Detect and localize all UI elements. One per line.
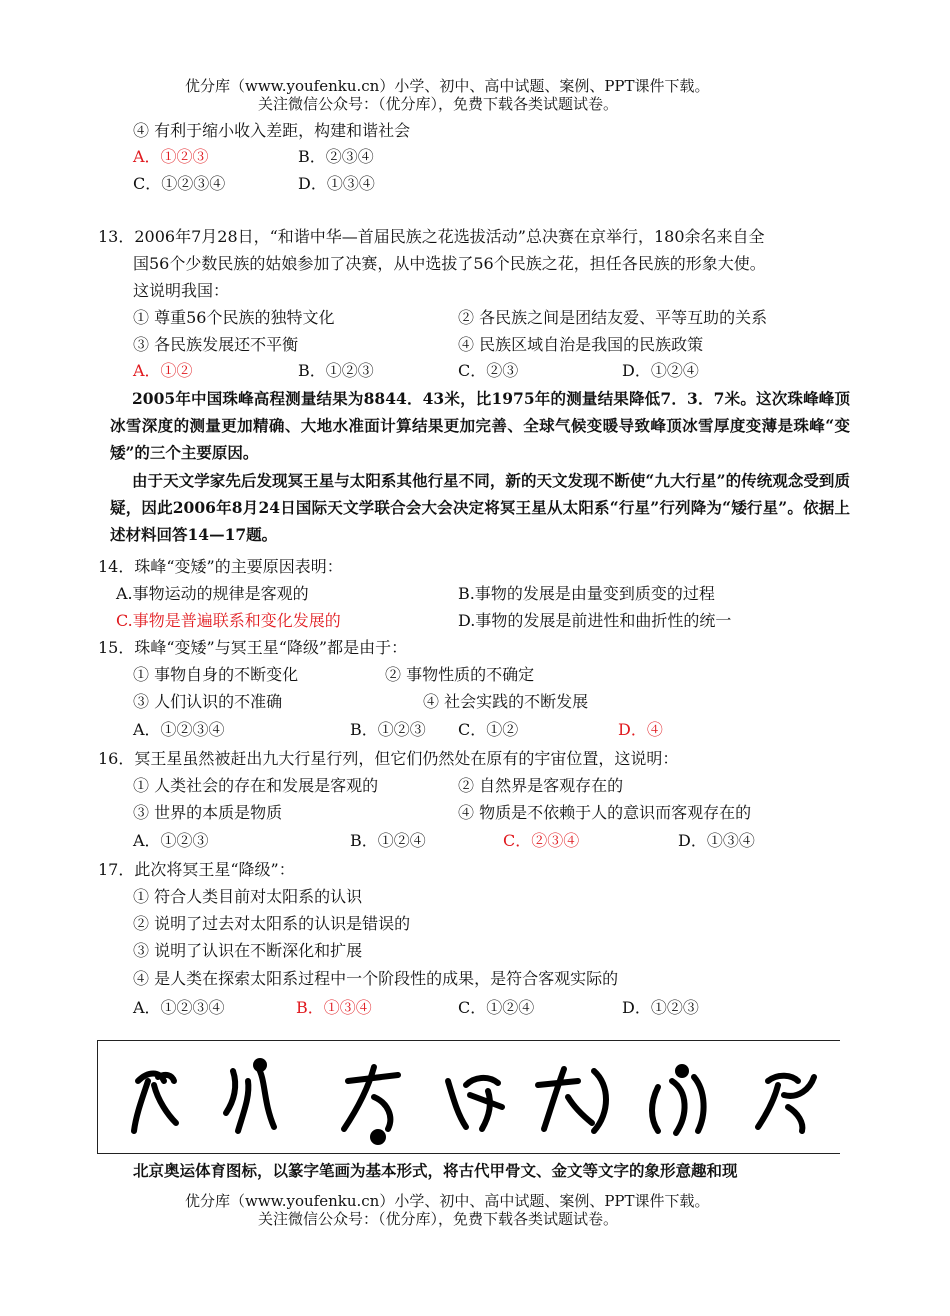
q12-option-b: B．②③④ <box>298 147 374 166</box>
pictogram-2-icon <box>226 1061 274 1131</box>
q13-item1: ① 尊重56个民族的独特文化 <box>133 308 335 327</box>
q14-option-a: A.事物运动的规律是客观的 <box>116 584 309 603</box>
q17-item2: ② 说明了过去对太阳系的认识是错误的 <box>133 914 411 933</box>
q12-item4: ④ 有利于缩小收入差距，构建和谐社会 <box>133 121 411 140</box>
q13-stem-line1: 13．2006年7月28日，“和谐中华—首届民族之花选拔活动”总决赛在京举行，180余名来自全 <box>98 227 765 246</box>
q15-option-d: D．④ <box>618 720 663 739</box>
q16-option-d: D．①③④ <box>678 831 755 850</box>
q17-item1: ① 符合人类目前对太阳系的认识 <box>133 887 363 906</box>
q12-option-a: A．①②③ <box>133 147 209 166</box>
q14-option-b: B.事物的发展是由量变到质变的过程 <box>458 584 715 603</box>
q16-item1: ① 人类社会的存在和发展是客观的 <box>133 776 379 795</box>
q14-option-d: D.事物的发展是前进性和曲折性的统一 <box>458 611 732 630</box>
pictogram-4-icon <box>448 1078 502 1129</box>
q15-option-b: B．①②③ <box>350 720 426 739</box>
q17-item4: ④ 是人类在探索太阳系过程中一个阶段性的成果，是符合客观实际的 <box>133 969 619 988</box>
site-header-line1: 优分库（www.youfenku.cn）小学、初中、高中试题、案例、PPT课件下载。 <box>185 77 710 95</box>
q15-option-a: A．①②③④ <box>133 720 225 739</box>
q13-item3: ③ 各民族发展还不平衡 <box>133 335 299 354</box>
q15-stem: 15．珠峰“变矮”与冥王星“降级”都是由于： <box>98 638 408 657</box>
pictogram-3-icon <box>344 1067 398 1142</box>
q17-stem: 17．此次将冥王星“降级”： <box>98 860 295 879</box>
pictogram-5-icon <box>538 1069 606 1131</box>
q16-item4: ④ 物质是不依赖于人的意识而客观存在的 <box>458 803 752 822</box>
q13-stem-line2: 国56个少数民族的姑娘参加了决赛，从中选拔了56个民族之花，担任各民族的形象大使。 <box>133 254 766 273</box>
material-paragraph-1: 2005年中国珠峰高程测量结果为8844．43米，比1975年的测量结果降低7．3．7米。这次珠峰峰顶冰雪深度的测量更加精确、大地水准面计算结果更加完善、全球气候变暖导致峰顶冰雪厚度变薄是珠峰“变矮”的三个主要原因。 <box>110 389 850 462</box>
site-footer-line2: 关注微信公众号：（优分库），免费下载各类试题试卷。 <box>258 1210 619 1228</box>
q12-option-d: D．①③④ <box>298 174 375 193</box>
q15-item4: ④ 社会实践的不断发展 <box>423 692 589 711</box>
q15-option-c: C．①② <box>458 720 519 739</box>
site-header-line2: 关注微信公众号：（优分库），免费下载各类试题试卷。 <box>258 95 619 113</box>
q13-option-a: A．①② <box>133 361 193 380</box>
q13-item2: ② 各民族之间是团结友爱、平等互助的关系 <box>458 308 768 327</box>
q14-option-c: C.事物是普遍联系和变化发展的 <box>116 611 341 630</box>
q17-item3: ③ 说明了认识在不断深化和扩展 <box>133 941 363 960</box>
q15-item2: ② 事物性质的不确定 <box>385 665 535 684</box>
q13-option-b: B．①②③ <box>298 361 374 380</box>
q13-option-d: D．①②④ <box>622 361 699 380</box>
q15-item1: ① 事物自身的不断变化 <box>133 665 299 684</box>
q15-item3: ③ 人们认识的不准确 <box>133 692 283 711</box>
q13-item4: ④ 民族区域自治是我国的民族政策 <box>458 335 704 354</box>
q13-option-c: C．②③ <box>458 361 519 380</box>
q16-stem: 16．冥王星虽然被赶出九大行星行列，但它们仍然处在原有的宇宙位置，这说明： <box>98 749 679 768</box>
q16-option-a: A．①②③ <box>133 831 209 850</box>
q16-option-c: C．②③④ <box>503 831 580 850</box>
q13-stem-line3: 这说明我国： <box>133 281 230 300</box>
olympic-pictogram-strip <box>97 1040 840 1154</box>
q12-option-c: C．①②③④ <box>133 174 226 193</box>
pictogram-6-icon <box>652 1067 704 1133</box>
q14-stem: 14．珠峰“变矮”的主要原因表明： <box>98 557 343 576</box>
pictogram-7-icon <box>758 1076 814 1131</box>
q17-option-a: A．①②③④ <box>133 998 225 1017</box>
pictogram-svg <box>98 1041 840 1153</box>
q17-option-b: B．①③④ <box>296 998 372 1017</box>
pictogram-1-icon <box>134 1074 176 1132</box>
q16-item2: ② 自然界是客观存在的 <box>458 776 624 795</box>
material-paragraph-2: 由于天文学家先后发现冥王星与太阳系其他行星不同，新的天文发现不断使“九大行星”的传统观念受到质疑，因此2006年8月24日国际天文学联合会大会决定将冥王星从太阳系“行星”行列降为“矮行星”。依据上述材料回答14—17题。 <box>110 471 850 544</box>
site-footer-line1: 优分库（www.youfenku.cn）小学、初中、高中试题、案例、PPT课件下载。 <box>185 1192 710 1210</box>
pictogram-caption: 北京奥运体育图标，以篆字笔画为基本形式，将古代甲骨文、金文等文字的象形意趣和现 <box>133 1161 738 1180</box>
q17-option-d: D．①②③ <box>622 998 699 1017</box>
q16-option-b: B．①②④ <box>350 831 426 850</box>
q16-item3: ③ 世界的本质是物质 <box>133 803 283 822</box>
q17-option-c: C．①②④ <box>458 998 535 1017</box>
